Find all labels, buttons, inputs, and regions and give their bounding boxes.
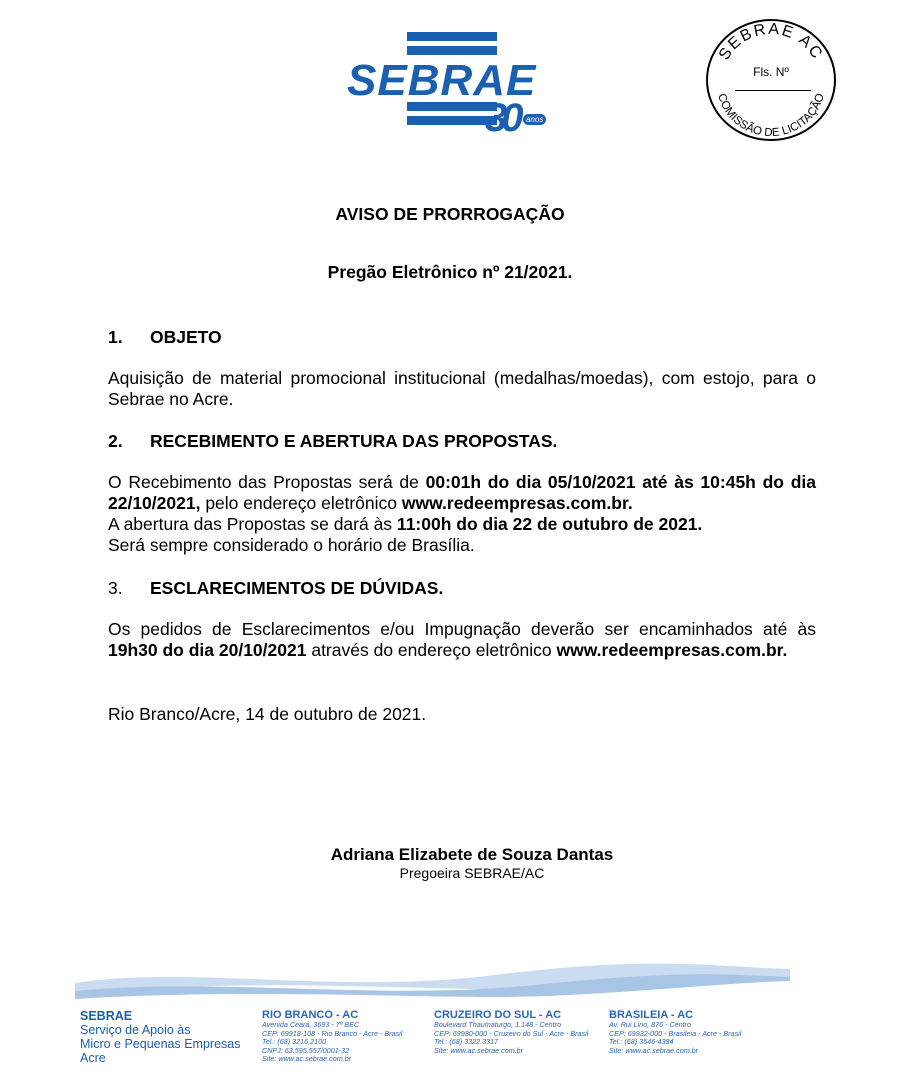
- office-line: Av. Rui Lino, 876 - Centro: [609, 1020, 692, 1029]
- section-1-body: Aquisição de material promocional institucional (medalhas/moedas), com estojo, para o Sebrae no Acre.: [108, 368, 816, 409]
- section-3-heading: ESCLARECIMENTOS DE DÚVIDAS.: [150, 578, 444, 598]
- section-3-number: 3.: [108, 578, 123, 598]
- office-line: Boulevard Thaumaturgo, 1.148 - Centro: [434, 1020, 562, 1029]
- text-run: pelo endereço eletrônico: [200, 493, 402, 513]
- stamp-top-text: SEBRAE AC: [715, 20, 827, 64]
- office-line: Site: www.ac.sebrae.com.br: [434, 1045, 524, 1055]
- office-line: Tel.: (68) 3546-4384: [609, 1037, 674, 1047]
- logo-stripe: [407, 46, 497, 55]
- text-run: Os pedidos de Esclarecimentos e/ou Impugnação deverão ser encaminhados até às: [108, 619, 816, 639]
- office-line: Avenida Ceará, 3693 - 7º BEC: [262, 1020, 360, 1029]
- footer-org-line: Acre: [80, 1051, 106, 1065]
- logo-anniversary-suffix: anos: [523, 114, 546, 125]
- logo-anniversary-number: 30: [485, 96, 518, 140]
- office-heading: BRASILEIA - AC: [609, 1009, 694, 1021]
- document-title: AVISO DE PRORROGAÇÃO: [335, 204, 565, 224]
- stamp-ring: [705, 18, 837, 142]
- stamp-page-line: [735, 90, 811, 91]
- section-2-heading: RECEBIMENTO E ABERTURA DAS PROPOSTAS.: [150, 431, 558, 451]
- logo-stripe: [407, 116, 497, 125]
- sebrae-logo: [345, 30, 570, 140]
- text-run: O Recebimento das Propostas será de: [108, 472, 426, 492]
- website-link[interactable]: www.redeempresas.com.br.: [401, 493, 633, 513]
- footer-org-line: Micro e Pequenas Empresas: [80, 1037, 241, 1051]
- footer-office-brasileia: [609, 1009, 741, 1055]
- stamp-page-label: Fls. Nº: [753, 65, 789, 79]
- footer-organization: [80, 1009, 241, 1065]
- place-date: Rio Branco/Acre, 14 de outubro de 2021.: [108, 704, 427, 724]
- logo-wordmark: SEBRAE: [347, 56, 537, 105]
- office-heading: RIO BRANCO - AC: [262, 1009, 359, 1021]
- footer-office-cruzeiro-do-sul: [434, 1009, 588, 1055]
- website-link[interactable]: www.redeempresas.com.br.: [556, 640, 788, 660]
- section-3-body: [108, 619, 816, 661]
- clarification-deadline: 19h30 do dia 20/10/2021: [108, 640, 307, 660]
- office-line: CEP: 69980-000 - Cruzeiro do Sul - Acre - Brasil: [434, 1028, 589, 1038]
- footer-office-rio-branco: [262, 1009, 402, 1064]
- signatory-name: Adriana Elizabete de Souza Dantas: [330, 845, 614, 864]
- opening-time: 11:00h do dia 22 de outubro de 2021.: [396, 514, 703, 534]
- footer-wave: [75, 955, 790, 1005]
- footer-org-title: SEBRAE: [80, 1009, 133, 1023]
- receipt-period: 00:01h do dia 05/10/2021 até às 10:45h do dia 22/10/2021,: [108, 472, 816, 513]
- logo-stripe: [407, 32, 497, 41]
- section-1-heading: OBJETO: [150, 327, 222, 347]
- office-line: CNPJ: 63.595.557/0001-32: [262, 1045, 350, 1055]
- section-1-number: 1.: [108, 327, 123, 347]
- section-2-body: [108, 472, 816, 556]
- footer-org-line: Serviço de Apoio às: [80, 1023, 191, 1037]
- stamp-bottom-text: COMISSÃO DE LICITAÇÃO: [715, 92, 827, 140]
- office-line: Site: www.ac.sebrae.com.br: [609, 1045, 699, 1055]
- office-line: CEP: 69918-108 - Rio Branco - Acre - Brasil: [262, 1028, 403, 1038]
- office-line: Site: www.ac.sebrae.com.br: [262, 1054, 352, 1064]
- office-line: CEP: 69932-000 - Brasileia - Acre - Brasil: [609, 1028, 742, 1038]
- office-line: Tel.: (68) 3322.3317: [434, 1037, 499, 1047]
- office-heading: CRUZEIRO DO SUL - AC: [434, 1009, 562, 1021]
- office-line: Tel.: (68) 3216.2100: [262, 1037, 327, 1047]
- document-subtitle: Pregão Eletrônico nº 21/2021.: [327, 262, 573, 282]
- signatory-role: Pregoeira SEBRAE/AC: [399, 865, 545, 881]
- committee-stamp: [705, 18, 837, 142]
- text-run: através do endereço eletrônico: [306, 640, 557, 660]
- text-run: Será sempre considerado o horário de Brasília.: [108, 535, 475, 555]
- section-2-number: 2.: [108, 431, 123, 451]
- text-run: A abertura das Propostas se dará às: [108, 514, 397, 534]
